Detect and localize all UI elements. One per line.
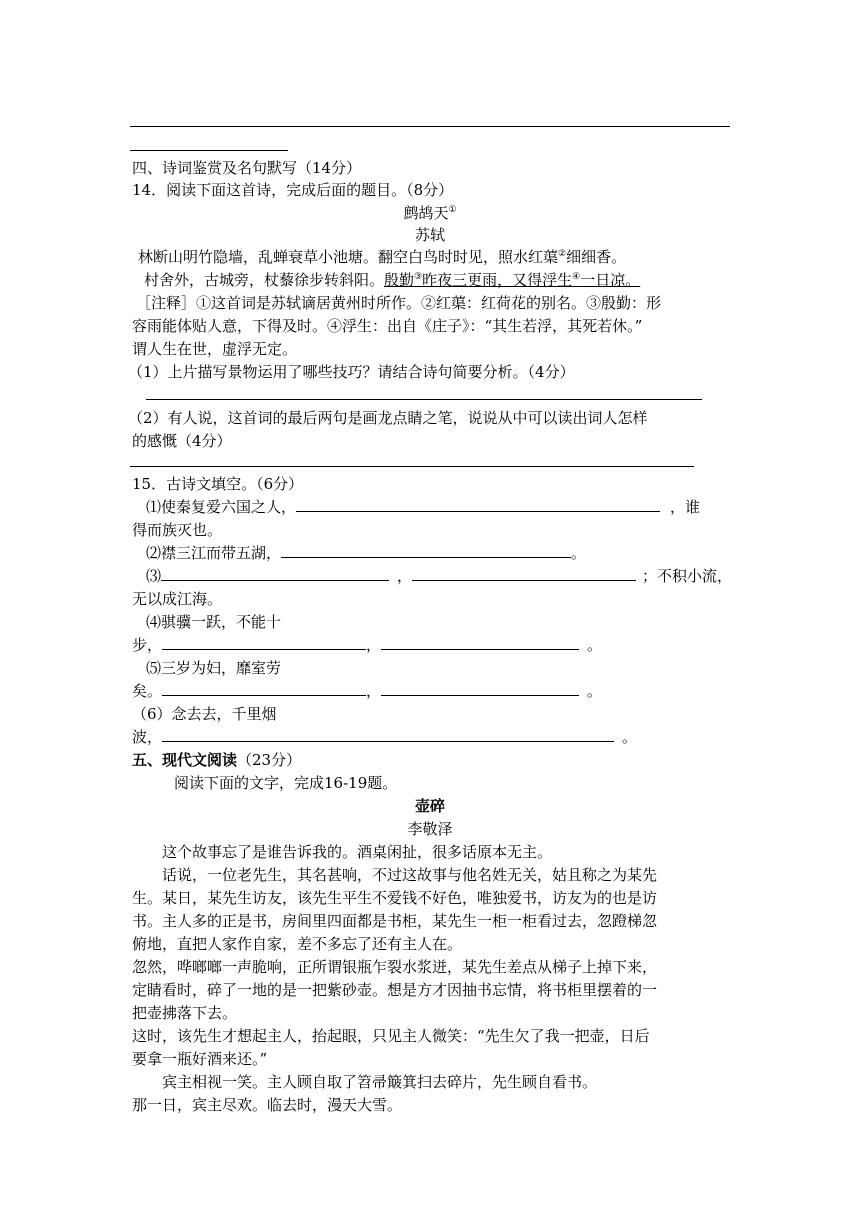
annotation-line-1: ［注释］①这首词是苏轼谪居黄州时所作。②红蕖：红荷花的别名。③殷勤：形 [136,294,662,312]
fill-1-line-1 [146,497,700,517]
underlined-word-1: 殷勤 [384,271,415,289]
poem-title-footnote-mark: ① [448,205,457,215]
answer-line-14-1[interactable] [146,399,702,400]
story-paragraph-3-line-3: 把壶拂落下去。 [132,1004,238,1022]
fill-2-suffix: 。 [571,544,587,562]
poem-author: 苏轼 [414,226,445,244]
fill-5-blank-2[interactable] [381,681,579,696]
story-paragraph-1: 这个故事忘了是谁告诉我的。酒桌闲扯，很多话原本无主。 [162,843,553,861]
fill-1-prefix: ⑴使秦复爱六国之人， [146,498,297,516]
fill-2-blank[interactable] [281,543,571,558]
poem-title [330,203,530,223]
fill-6-suffix: 。 [622,728,638,746]
fill-5-blank-1[interactable] [162,681,366,696]
footnote-mark-3: ③ [414,272,423,282]
story-paragraph-2-line-4: 俯地，直把人家作自家，差不多忘了还有主人在。 [132,935,463,953]
fill-5-suffix: 。 [587,682,603,700]
fill-5-prefix: 矣。 [132,682,163,700]
fill-6-line-2 [132,727,637,747]
question-14-1: （1）上片描写景物运用了哪些技巧？请结合诗句简要分析。（4分） [128,363,575,381]
fill-1-blank[interactable] [296,497,660,512]
story-title: 壶碎 [414,797,445,815]
fill-3-comma: ， [397,567,413,585]
section5-title: 五、现代文阅读 [132,751,238,769]
story-paragraph-3-line-1: 忽然，哗啷啷一声脆响，正所谓银瓶乍裂水浆迸，某先生差点从梯子上掉下来， [132,958,658,976]
story-paragraph-4-line-2: 要拿一瓶好酒来还。” [132,1050,268,1068]
fill-1-line-2: 得而族灭也。 [132,521,223,539]
footnote-mark-4: ④ [572,272,581,282]
fill-5-line-1: ⑸三岁为妇，靡室劳 [146,659,282,677]
fill-3-line-1 [146,566,732,586]
story-author: 李敬泽 [407,820,453,838]
footnote-rule [130,150,288,151]
story-paragraph-2-line-2: 生。某日，某先生访友，该先生平生不爱钱不好色，唯独爱书，访友为的也是访 [132,889,658,907]
poem-line-2 [144,270,640,290]
fill-4-blank-2[interactable] [381,635,579,650]
poem-line-2-part-a: 村舍外，古城旁，杖藜徐步转斜阳。 [144,271,385,289]
poem-line-1-footnote-mark: ② [558,249,567,259]
poem-line-1-part-a: 林断山明竹隐墙，乱蝉衰草小池塘。翻空白鸟时时见，照水红蕖 [138,248,559,266]
underlined-phrase-2: 昨夜三更雨，又得浮生 [422,271,573,289]
story-paragraph-2-line-3: 书。主人多的正是书，房间里四面都是书柜，某先生一柜一柜看过去，忽蹬梯忽 [132,912,658,930]
fill-6-prefix: 波， [132,728,163,746]
fill-4-blank-1[interactable] [162,635,366,650]
poem-title-text: 鹧鸪天 [403,204,449,222]
poem-line-1 [138,247,626,267]
fill-3-line-2: 无以成江海。 [132,590,223,608]
question-14-prompt: 14．阅读下面这首诗，完成后面的题目。（8分） [132,181,454,199]
fill-5-comma: ， [366,682,382,700]
section5-heading [132,750,301,770]
fill-4-suffix: 。 [587,636,603,654]
question-14-2-line-1: （2）有人说，这首词的最后两句是画龙点睛之笔，说说从中可以读出词人怎样 [128,409,648,427]
annotation-line-2: 容雨能体贴人意，下得及时。④浮生：出自《庄子》：“其生若浮，其死若休。” [132,317,643,335]
story-paragraph-4-line-1: 这时，该先生才想起主人，抬起眼，只见主人微笑：“先生欠了我一把壶，日后 [132,1027,650,1045]
fill-6-line-1: （6）念去去，千里烟 [132,705,277,723]
fill-4-prefix: 步， [132,636,163,654]
fill-5-line-2 [132,681,602,701]
question-14-2-line-2: 的感慨（4分） [132,432,232,450]
fill-4-line-2 [132,635,602,655]
story-paragraph-5: 宾主相视一笑。主人顾自取了笤帚簸箕扫去碎片，先生顾自看书。 [162,1073,598,1091]
annotation-line-3: 谓人生在世，虚浮无定。 [132,340,298,358]
poem-line-2-underlined [384,271,640,289]
fill-2-prefix: ⑵襟三江而带五湖， [146,544,282,562]
fill-6-blank[interactable] [162,727,614,742]
top-rule [130,126,730,127]
fill-4-comma: ， [366,636,382,654]
fill-4-line-1: ⑷骐骥一跃，不能十 [146,613,282,631]
poem-line-1-part-b: 细细香。 [566,248,627,266]
fill-3-suffix: ；不积小流， [642,567,733,585]
fill-3-blank-2[interactable] [412,566,636,581]
underlined-phrase-3: 一日凉。 [580,271,641,289]
reading-instructions: 阅读下面的文字，完成16-19题。 [174,774,398,792]
section4-heading: 四、诗词鉴赏及名句默写（14分） [132,159,362,177]
story-paragraph-6: 那一日，宾主尽欢。临去时，漫天大雪。 [132,1096,403,1114]
fill-3-prefix: ⑶ [146,567,162,585]
story-paragraph-2-line-1: 话说，一位老先生，其名甚响，不过这故事与他名姓无关，姑且称之为某先 [162,866,658,884]
answer-line-14-2[interactable] [130,466,694,467]
fill-2-line [146,543,586,563]
story-paragraph-3-line-2: 定睛看时，碎了一地的是一把紫砂壶。想是方才因抽书忘情，将书柜里摆着的一 [132,981,658,999]
section5-score: （23分） [237,751,302,769]
fill-3-blank-1[interactable] [161,566,389,581]
question-15-prompt: 15．古诗文填空。（6分） [132,475,304,493]
fill-1-suffix: ，谁 [670,498,701,516]
